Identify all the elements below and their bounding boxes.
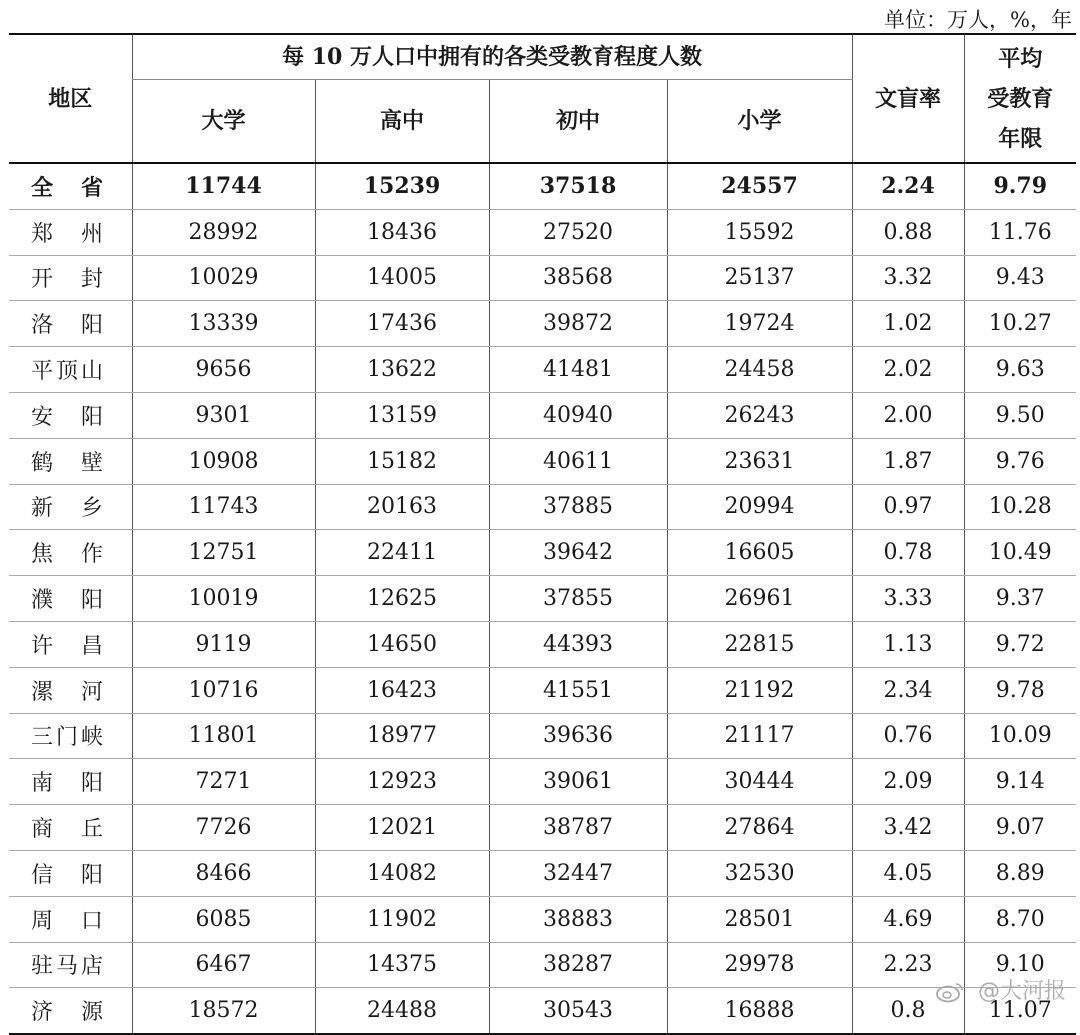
cell-university: 10029 [132,255,315,301]
cell-middle: 38883 [489,896,667,942]
region-name: 安阳 [31,404,103,430]
header-high-school: 高中 [315,80,489,164]
cell-university: 9656 [132,347,315,393]
cell-high: 18436 [315,209,489,255]
cell-primary: 22815 [667,621,852,667]
region-name: 全省 [31,174,103,201]
cell-high: 15182 [315,438,489,484]
cell-university: 13339 [132,301,315,347]
cell-high: 12021 [315,805,489,851]
cell-high: 22411 [315,530,489,576]
cell-primary: 21117 [667,713,852,759]
cell-high: 12923 [315,759,489,805]
header-avg-years-line3: 年限 [998,125,1043,152]
table-row [9,392,1076,438]
cell-years: 11.07 [964,988,1076,1034]
region-name: 濮阳 [31,588,103,614]
cell-middle: 44393 [489,621,667,667]
cell-middle: 37855 [489,576,667,622]
cell-years: 8.70 [964,896,1076,942]
cell-middle: 41481 [489,347,667,393]
table-row [9,667,1076,713]
cell-primary: 24458 [667,347,852,393]
cell-illiteracy: 2.02 [852,347,964,393]
header-primary-school: 小学 [667,80,852,164]
cell-region [9,438,132,484]
cell-primary: 21192 [667,667,852,713]
table-row [9,438,1076,484]
header-avg-years [964,34,1076,163]
cell-middle: 39061 [489,759,667,805]
table-row [9,255,1076,301]
cell-illiteracy: 4.69 [852,896,964,942]
cell-illiteracy: 2.24 [852,163,964,209]
cell-primary: 20994 [667,484,852,530]
cell-middle: 27520 [489,209,667,255]
cell-university: 8466 [132,850,315,896]
table-row [9,759,1076,805]
header-group-title: 每 10 万人口中拥有的各类受教育程度人数 [132,34,852,80]
cell-primary: 26961 [667,576,852,622]
cell-primary: 19724 [667,301,852,347]
cell-region [9,530,132,576]
region-name: 郑州 [31,221,103,247]
cell-years: 9.50 [964,392,1076,438]
cell-primary: 26243 [667,392,852,438]
cell-years: 9.72 [964,621,1076,667]
cell-region [9,392,132,438]
cell-middle: 38287 [489,942,667,988]
cell-years: 10.09 [964,713,1076,759]
cell-university: 11801 [132,713,315,759]
region-name: 周口 [31,908,103,934]
table-row [9,347,1076,393]
cell-illiteracy: 3.33 [852,576,964,622]
cell-primary: 30444 [667,759,852,805]
table-row [9,484,1076,530]
cell-years: 9.76 [964,438,1076,484]
cell-middle: 37885 [489,484,667,530]
region-name: 信阳 [31,862,103,888]
cell-high: 20163 [315,484,489,530]
cell-illiteracy: 4.05 [852,850,964,896]
cell-high: 11902 [315,896,489,942]
cell-primary: 16605 [667,530,852,576]
cell-university: 28992 [132,209,315,255]
cell-middle: 38787 [489,805,667,851]
cell-university: 11744 [132,163,315,209]
cell-region [9,850,132,896]
cell-illiteracy: 0.76 [852,713,964,759]
header-university: 大学 [132,80,315,164]
cell-university: 9119 [132,621,315,667]
cell-middle: 39642 [489,530,667,576]
cell-illiteracy: 0.8 [852,988,964,1034]
cell-high: 16423 [315,667,489,713]
region-name: 鹤壁 [31,450,103,476]
table-row [9,209,1076,255]
cell-region [9,667,132,713]
cell-illiteracy: 3.32 [852,255,964,301]
cell-years: 9.43 [964,255,1076,301]
cell-illiteracy: 1.87 [852,438,964,484]
cell-middle: 41551 [489,667,667,713]
table-row [9,576,1076,622]
region-name: 济源 [31,1000,103,1026]
region-name: 漯河 [31,679,103,705]
cell-university: 10908 [132,438,315,484]
header-illiteracy: 文盲率 [852,34,964,163]
cell-region [9,163,132,209]
cell-high: 14005 [315,255,489,301]
cell-illiteracy: 0.78 [852,530,964,576]
cell-high: 13622 [315,347,489,393]
cell-illiteracy: 1.13 [852,621,964,667]
cell-region [9,484,132,530]
cell-university: 7726 [132,805,315,851]
table-row [9,530,1076,576]
cell-region [9,576,132,622]
table-row [9,850,1076,896]
table-row [9,301,1076,347]
cell-university: 11743 [132,484,315,530]
cell-middle: 39872 [489,301,667,347]
header-middle-school: 初中 [489,80,667,164]
cell-region [9,347,132,393]
cell-middle: 40611 [489,438,667,484]
region-name: 驻马店 [31,954,103,980]
cell-illiteracy: 0.97 [852,484,964,530]
table-row [9,713,1076,759]
cell-region [9,255,132,301]
cell-years: 9.79 [964,163,1076,209]
region-name: 商丘 [31,817,103,843]
cell-middle: 30543 [489,988,667,1034]
cell-middle: 38568 [489,255,667,301]
region-name: 新乡 [31,496,103,522]
cell-university: 9301 [132,392,315,438]
table-row [9,988,1076,1034]
cell-years: 9.78 [964,667,1076,713]
cell-region [9,759,132,805]
cell-primary: 28501 [667,896,852,942]
cell-years: 9.14 [964,759,1076,805]
cell-years: 9.07 [964,805,1076,851]
cell-university: 6467 [132,942,315,988]
cell-high: 14082 [315,850,489,896]
header-avg-years-line1: 平均 [998,45,1043,72]
cell-primary: 25137 [667,255,852,301]
cell-illiteracy: 1.02 [852,301,964,347]
table-row [9,805,1076,851]
cell-primary: 29978 [667,942,852,988]
cell-years: 10.49 [964,530,1076,576]
region-name: 许昌 [31,633,103,659]
table-body [9,163,1076,1034]
cell-primary: 24557 [667,163,852,209]
cell-illiteracy: 2.34 [852,667,964,713]
cell-university: 18572 [132,988,315,1034]
cell-university: 10019 [132,576,315,622]
cell-university: 12751 [132,530,315,576]
cell-high: 24488 [315,988,489,1034]
cell-years: 9.10 [964,942,1076,988]
cell-region [9,621,132,667]
cell-illiteracy: 2.00 [852,392,964,438]
cell-illiteracy: 3.42 [852,805,964,851]
watermark [935,974,1066,1005]
cell-region [9,301,132,347]
cell-high: 14375 [315,942,489,988]
cell-illiteracy: 0.88 [852,209,964,255]
cell-high: 15239 [315,163,489,209]
cell-years: 10.27 [964,301,1076,347]
cell-years: 11.76 [964,209,1076,255]
header-avg-years-line2: 受教育 [987,85,1054,112]
cell-high: 18977 [315,713,489,759]
cell-middle: 40940 [489,392,667,438]
region-name: 平顶山 [31,359,103,385]
cell-years: 8.89 [964,850,1076,896]
cell-years: 10.28 [964,484,1076,530]
table-row [9,942,1076,988]
region-name: 三门峡 [31,725,103,751]
table-row [9,896,1076,942]
cell-region [9,896,132,942]
cell-years: 9.63 [964,347,1076,393]
cell-high: 13159 [315,392,489,438]
region-name: 开封 [31,267,103,293]
cell-primary: 15592 [667,209,852,255]
cell-middle: 32447 [489,850,667,896]
watermark-text: @大河报 [977,979,1066,1004]
cell-middle: 37518 [489,163,667,209]
unit-note: 单位：万人，%，年 [884,8,1072,32]
cell-region [9,713,132,759]
table-row [9,621,1076,667]
cell-high: 14650 [315,621,489,667]
cell-university: 10716 [132,667,315,713]
cell-high: 17436 [315,301,489,347]
cell-middle: 39636 [489,713,667,759]
cell-years: 9.37 [964,576,1076,622]
region-name: 焦作 [31,542,103,568]
header-region: 地区 [9,34,132,163]
region-name: 南阳 [31,771,103,797]
cell-university: 6085 [132,896,315,942]
cell-region [9,942,132,988]
cell-university: 7271 [132,759,315,805]
cell-region [9,988,132,1034]
cell-region [9,805,132,851]
cell-primary: 16888 [667,988,852,1034]
cell-primary: 23631 [667,438,852,484]
table-row [9,163,1076,209]
cell-region [9,209,132,255]
weibo-icon [935,981,965,1003]
cell-high: 12625 [315,576,489,622]
education-table [9,33,1076,1035]
cell-primary: 27864 [667,805,852,851]
cell-illiteracy: 2.23 [852,942,964,988]
region-name: 洛阳 [31,313,103,339]
cell-illiteracy: 2.09 [852,759,964,805]
cell-primary: 32530 [667,850,852,896]
